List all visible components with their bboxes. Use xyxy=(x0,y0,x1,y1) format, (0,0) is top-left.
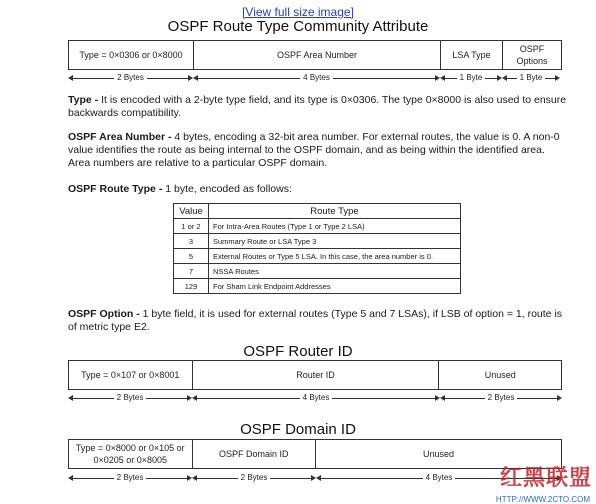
router-id-size-row xyxy=(68,392,562,403)
size-arrow: 2 Bytes xyxy=(68,392,192,403)
watermark-url: HTTP://WWW.2CTO.COM xyxy=(495,495,590,504)
community-area-field: OSPF Area Number xyxy=(194,41,441,69)
type-paragraph: Type - It is encoded with a 2-byte type field, and its type is 0×0306. The type 0×8000 is also used to ensure backwards compatibility. xyxy=(68,94,567,119)
domain-id-field-row xyxy=(68,439,562,469)
value-cell: 3 xyxy=(174,234,209,249)
size-arrow: 1 Byte xyxy=(502,72,560,83)
domain-id-size-row xyxy=(68,472,562,483)
table-row xyxy=(174,249,461,264)
size-arrow: 4 Bytes xyxy=(316,472,562,483)
value-cell: 5 xyxy=(174,249,209,264)
size-arrow: 2 Bytes xyxy=(68,72,193,83)
view-full-size-link[interactable]: [View full size image] xyxy=(242,5,354,19)
router-id-title: OSPF Router ID xyxy=(243,343,353,360)
value-cell: 7 xyxy=(174,264,209,279)
size-arrow: 2 Bytes xyxy=(192,472,316,483)
table-row xyxy=(174,279,461,294)
value-cell: 129 xyxy=(174,279,209,294)
route-type-cell: For Intra-Area Routes (Type 1 or Type 2 LSA) xyxy=(209,219,461,234)
size-arrow: 2 Bytes xyxy=(68,472,192,483)
ospf-option-paragraph: OSPF Option - 1 byte field, it is used for external routes (Type 5 and 7 LSAs), if LSB of option = 1, route is of metric type E2. xyxy=(68,308,563,333)
route-type-paragraph: OSPF Route Type - 1 byte, encoded as follows: xyxy=(68,183,292,195)
route-type-table xyxy=(173,203,461,294)
watermark-logo: 红黑联盟 xyxy=(499,465,592,491)
route-type-header: Route Type xyxy=(209,204,461,219)
community-lsa-type-field: LSA Type xyxy=(441,41,503,69)
router-id-field: Router ID xyxy=(193,361,440,389)
size-arrow: 1 Byte xyxy=(440,72,502,83)
route-type-cell: Summary Route or LSA Type 3 xyxy=(209,234,461,249)
community-field-row xyxy=(68,40,562,70)
table-row xyxy=(174,219,461,234)
community-size-row xyxy=(68,72,562,83)
table-row xyxy=(174,264,461,279)
community-type-field: Type = 0×0306 or 0×8000 xyxy=(69,41,194,69)
domain-id-title: OSPF Domain ID xyxy=(240,421,356,438)
domain-id-type-field: Type = 0×8000 or 0×105 or 0×0205 or 0×8005 xyxy=(69,440,193,468)
router-id-unused-field: Unused xyxy=(484,370,516,380)
table-header-row xyxy=(174,204,461,219)
value-header: Value xyxy=(174,204,209,219)
table-row xyxy=(174,234,461,249)
route-type-cell: For Sham Link Endpoint Addresses xyxy=(209,279,461,294)
route-type-cell: External Routes or Type 5 LSA. In this case, the area number is 0. xyxy=(209,249,461,264)
value-cell: 1 or 2 xyxy=(174,219,209,234)
size-arrow: 4 Bytes xyxy=(192,392,440,403)
community-diagram-title: OSPF Route Type Community Attribute xyxy=(167,18,429,35)
router-id-type-field: Type = 0×107 or 0×8001 xyxy=(69,361,193,389)
area-number-paragraph: OSPF Area Number - 4 bytes, encoding a 32-bit area number. For external routes, the value is 0. A non-0 value identifies the route as being internal to the OSPF domain, and as being within the identified area. Area numbers are relative to a particular OSPF domain. xyxy=(68,131,560,169)
size-arrow: 4 Bytes xyxy=(193,72,440,83)
router-id-field-row xyxy=(68,360,562,390)
size-arrow: 2 Bytes xyxy=(440,392,562,403)
route-type-cell: NSSA Routes xyxy=(209,264,461,279)
domain-id-field: OSPF Domain ID xyxy=(193,440,317,468)
domain-id-unused-field: Unused xyxy=(422,449,454,459)
community-options-field: OSPF Options xyxy=(516,44,548,66)
